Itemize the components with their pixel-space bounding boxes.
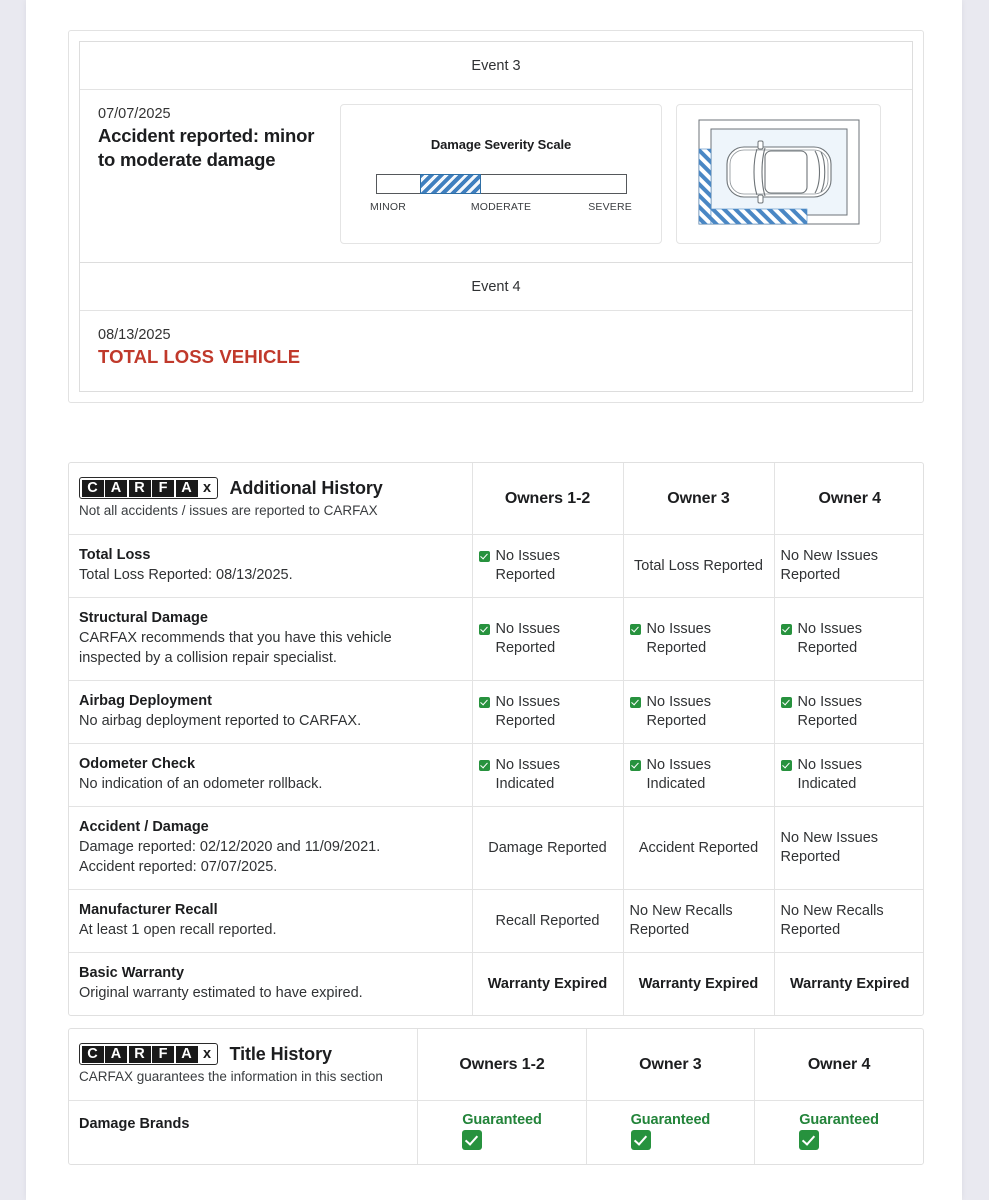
cell-value-text: Recall Reported bbox=[495, 912, 600, 929]
check-icon bbox=[630, 624, 641, 635]
cell-value-text: No Issues Indicated bbox=[495, 757, 560, 793]
check-icon bbox=[781, 697, 792, 708]
cell-content bbox=[630, 620, 768, 658]
check-icon bbox=[479, 760, 490, 771]
cell-value-text: No New Issues Reported bbox=[780, 830, 879, 866]
section-header-cell bbox=[69, 1029, 418, 1101]
cell-content bbox=[790, 975, 910, 994]
cell-content bbox=[781, 756, 920, 794]
row-label-cell bbox=[69, 535, 472, 598]
vehicle-damage-diagram bbox=[695, 115, 863, 233]
section-title: Title History bbox=[229, 1043, 332, 1064]
cell-content bbox=[781, 620, 920, 658]
event-4-text bbox=[98, 325, 328, 369]
damage-severity-title: Damage Severity Scale bbox=[430, 137, 572, 152]
row-title: Damage Brands bbox=[79, 1115, 190, 1132]
column-header-owner-1: Owners 1-2 bbox=[418, 1029, 586, 1101]
table-cell-value bbox=[472, 598, 623, 681]
carfax-logo bbox=[79, 1043, 218, 1065]
cell-content bbox=[479, 620, 617, 658]
cell-value-text: No New Recalls Reported bbox=[780, 903, 884, 939]
events-card bbox=[68, 30, 924, 403]
additional-history-table bbox=[69, 463, 924, 1015]
row-description: CARFAX recommends that you have this vehicle inspected by a collision repair specialist. bbox=[79, 630, 392, 667]
check-icon bbox=[479, 697, 490, 708]
cell-content bbox=[479, 756, 617, 794]
title-history-card bbox=[68, 1028, 924, 1165]
table-cell-value bbox=[472, 535, 623, 598]
event-3-text bbox=[98, 104, 328, 244]
cell-value-text: No New Recalls Reported bbox=[629, 903, 733, 939]
column-header-owner-1: Owners 1-2 bbox=[472, 463, 623, 535]
event-box-3 bbox=[79, 41, 913, 262]
check-icon bbox=[630, 760, 641, 771]
table-cell-value bbox=[623, 744, 774, 807]
event-3-date: 07/07/2025 bbox=[98, 106, 171, 122]
table-cell-value bbox=[774, 744, 924, 807]
cell-content bbox=[479, 547, 617, 585]
table-header-row bbox=[69, 1029, 923, 1101]
row-title: Basic Warranty bbox=[79, 965, 185, 982]
cell-value-text: Warranty Expired bbox=[487, 975, 608, 992]
carfax-logo-letter: F bbox=[152, 1046, 174, 1063]
row-description: Total Loss Reported: 08/13/2025. bbox=[79, 567, 293, 584]
check-icon bbox=[631, 1130, 651, 1150]
table-cell-value bbox=[586, 1101, 754, 1165]
table-cell-value bbox=[472, 890, 623, 953]
carfax-logo-letter: A bbox=[176, 1046, 198, 1063]
column-header-owner-2: Owner 3 bbox=[623, 463, 774, 535]
row-title: Total Loss bbox=[79, 547, 151, 564]
table-cell-value bbox=[472, 807, 623, 890]
row-label-cell bbox=[69, 953, 472, 1016]
cell-value-text: No Issues Reported bbox=[797, 694, 862, 730]
title-history-table bbox=[69, 1029, 923, 1164]
table-cell-value bbox=[623, 681, 774, 744]
row-description: At least 1 open recall reported. bbox=[79, 922, 277, 939]
table-header-row bbox=[69, 463, 924, 535]
carfax-logo-letter: A bbox=[176, 480, 198, 497]
additional-history-card bbox=[68, 462, 924, 1016]
table-cell-value bbox=[623, 890, 774, 953]
cell-content bbox=[630, 693, 768, 731]
table-cell-value bbox=[774, 535, 924, 598]
cell-value-text: Warranty Expired bbox=[638, 975, 759, 992]
vehicle-damage-diagram-panel bbox=[676, 104, 881, 244]
table-cell-value bbox=[774, 953, 924, 1016]
section-subtitle: Not all accidents / issues are reported to CARFAX bbox=[79, 503, 378, 518]
table-row bbox=[69, 744, 924, 807]
table-cell-value bbox=[774, 807, 924, 890]
check-icon bbox=[630, 697, 641, 708]
carfax-logo-letter: C bbox=[82, 1046, 104, 1063]
event-box-4 bbox=[79, 262, 913, 392]
cell-content bbox=[488, 975, 608, 994]
cell-value-text: No Issues Reported bbox=[797, 621, 862, 657]
table-row bbox=[69, 598, 924, 681]
table-row bbox=[69, 807, 924, 890]
guaranteed-label: Guaranteed bbox=[630, 1112, 711, 1129]
table-cell-value bbox=[774, 598, 924, 681]
report-sheet bbox=[26, 0, 962, 1200]
cell-content bbox=[634, 557, 763, 576]
cell-value-text: No Issues Reported bbox=[495, 548, 560, 584]
check-icon bbox=[479, 551, 490, 562]
section-title: Additional History bbox=[229, 477, 383, 498]
table-row bbox=[69, 1101, 923, 1165]
cell-content bbox=[488, 839, 607, 858]
cell-value-text: No Issues Reported bbox=[495, 694, 560, 730]
cell-value-text: Accident Reported bbox=[638, 839, 759, 856]
event-4-title: TOTAL LOSS VEHICLE bbox=[98, 346, 301, 367]
event-body-4 bbox=[80, 311, 912, 391]
carfax-logo-letter: R bbox=[129, 1046, 151, 1063]
cell-content bbox=[781, 829, 920, 867]
table-cell-value bbox=[774, 890, 924, 953]
row-title: Structural Damage bbox=[79, 610, 208, 627]
carfax-logo-letter: F bbox=[152, 480, 174, 497]
carfax-logo bbox=[79, 477, 218, 499]
damage-severity-panel bbox=[340, 104, 662, 244]
guaranteed-indicator bbox=[462, 1112, 542, 1150]
cell-value-text: Damage Reported bbox=[488, 839, 607, 856]
damage-severity-bar bbox=[376, 174, 627, 194]
row-title: Odometer Check bbox=[79, 756, 196, 773]
table-cell-value bbox=[623, 953, 774, 1016]
table-row bbox=[69, 890, 924, 953]
guaranteed-indicator bbox=[631, 1112, 711, 1150]
table-cell-value bbox=[472, 744, 623, 807]
cell-content bbox=[630, 756, 768, 794]
check-icon bbox=[781, 624, 792, 635]
table-cell-value bbox=[472, 681, 623, 744]
column-header-owner-2: Owner 3 bbox=[586, 1029, 754, 1101]
cell-content bbox=[781, 902, 920, 940]
table-cell-value bbox=[472, 953, 623, 1016]
row-label-cell bbox=[69, 807, 472, 890]
row-title: Accident / Damage bbox=[79, 819, 209, 836]
cell-content bbox=[479, 693, 617, 731]
cell-content bbox=[781, 547, 920, 585]
logo-row bbox=[79, 1043, 417, 1065]
column-header-owner-3: Owner 4 bbox=[755, 1029, 923, 1101]
row-label-cell bbox=[69, 598, 472, 681]
severity-label-severe: SEVERE bbox=[588, 201, 632, 213]
section-header-cell bbox=[69, 463, 472, 535]
table-row bbox=[69, 953, 924, 1016]
carfax-logo-letter: x bbox=[199, 480, 215, 497]
severity-label-moderate: MODERATE bbox=[470, 201, 532, 213]
carfax-logo-letter: A bbox=[105, 1046, 127, 1063]
row-description: No indication of an odometer rollback. bbox=[79, 776, 323, 793]
event-body-3 bbox=[80, 90, 912, 262]
row-label-cell bbox=[69, 1101, 418, 1165]
cell-content bbox=[630, 902, 768, 940]
cell-value-text: No Issues Indicated bbox=[797, 757, 862, 793]
event-header-4: Event 4 bbox=[80, 263, 912, 311]
cell-value-text: No New Issues Reported bbox=[780, 548, 879, 584]
column-header-owner-3: Owner 4 bbox=[774, 463, 924, 535]
cell-content bbox=[496, 912, 600, 931]
cell-value-text: No Issues Reported bbox=[646, 621, 711, 657]
row-label-cell bbox=[69, 890, 472, 953]
cell-value-text: No Issues Indicated bbox=[646, 757, 711, 793]
cell-value-text: No Issues Reported bbox=[646, 694, 711, 730]
cell-content bbox=[639, 839, 758, 858]
table-cell-value bbox=[623, 535, 774, 598]
cell-content bbox=[781, 693, 920, 731]
cell-content bbox=[639, 975, 759, 994]
row-description: No airbag deployment reported to CARFAX. bbox=[79, 713, 362, 730]
row-description: Original warranty estimated to have expired. bbox=[79, 985, 363, 1002]
row-label-cell bbox=[69, 744, 472, 807]
carfax-logo-letter: C bbox=[82, 480, 104, 497]
row-title: Airbag Deployment bbox=[79, 693, 212, 710]
damage-severity-labels bbox=[370, 201, 632, 215]
row-title: Manufacturer Recall bbox=[79, 902, 218, 919]
table-row bbox=[69, 681, 924, 744]
guaranteed-label: Guaranteed bbox=[462, 1112, 542, 1129]
cell-value-text: No Issues Reported bbox=[495, 621, 560, 657]
cell-value-text: Total Loss Reported bbox=[634, 557, 763, 574]
table-cell-value bbox=[623, 807, 774, 890]
cell-value-text: Warranty Expired bbox=[789, 975, 910, 992]
row-label-cell bbox=[69, 681, 472, 744]
row-description: Damage reported: 02/12/2020 and 11/09/2021. Accident reported: 07/07/2025. bbox=[79, 839, 381, 876]
carfax-logo-letter: A bbox=[105, 480, 127, 497]
table-row bbox=[69, 535, 924, 598]
table-cell-value bbox=[774, 681, 924, 744]
carfax-logo-letter: x bbox=[199, 1046, 215, 1063]
damage-severity-fill bbox=[420, 174, 481, 194]
table-cell-value bbox=[755, 1101, 923, 1165]
carfax-logo-letter: R bbox=[129, 480, 151, 497]
check-icon bbox=[799, 1130, 819, 1150]
severity-label-minor: MINOR bbox=[370, 201, 406, 213]
section-subtitle: CARFAX guarantees the information in this section bbox=[79, 1069, 383, 1084]
table-cell-value bbox=[623, 598, 774, 681]
guaranteed-indicator bbox=[799, 1112, 879, 1150]
guaranteed-label: Guaranteed bbox=[799, 1112, 879, 1129]
check-icon bbox=[462, 1130, 482, 1150]
table-cell-value bbox=[418, 1101, 586, 1165]
check-icon bbox=[781, 760, 792, 771]
event-header-3: Event 3 bbox=[80, 42, 912, 90]
event-3-title: Accident reported: minor to moderate damage bbox=[98, 125, 315, 170]
event-4-date: 08/13/2025 bbox=[98, 327, 171, 343]
check-icon bbox=[479, 624, 490, 635]
logo-row bbox=[79, 477, 472, 499]
